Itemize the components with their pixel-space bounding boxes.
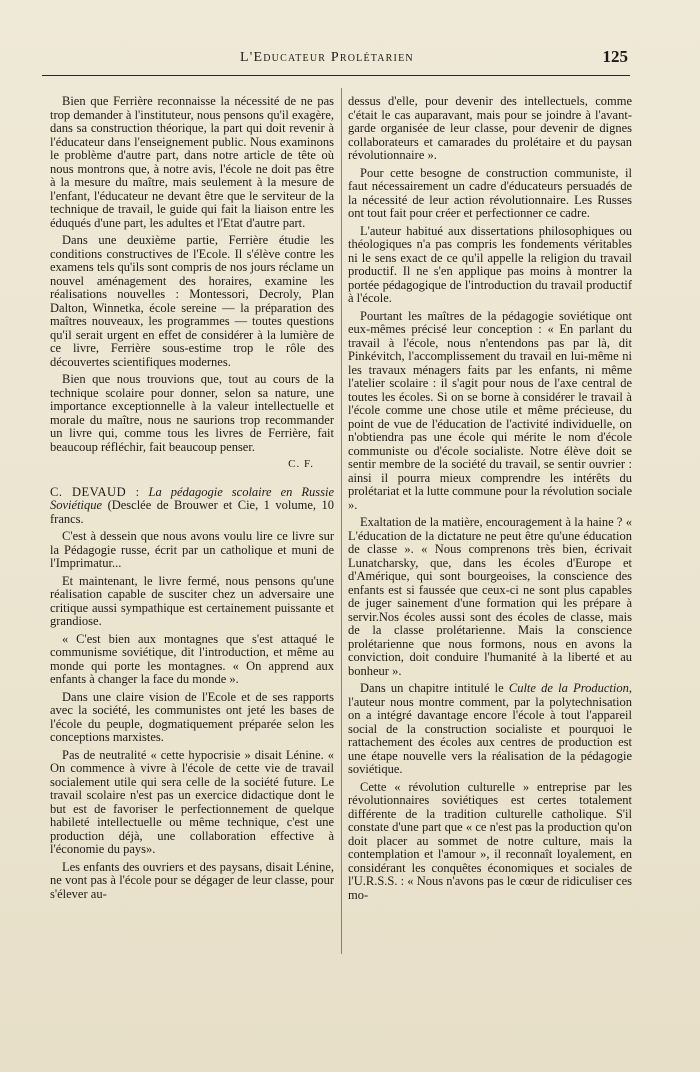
column-divider <box>341 88 342 954</box>
paragraph: Pourtant les maîtres de la pédagogie soviétique ont eux-mêmes précisé leur conception : « En parlant du travail à l'école, nous n'entendons pas par là, dit Pinkévitch, l'accomplissement du travail en lui-même ni les travaux ménagers faits par les enfants, ni même l'atelier scolaire : il s'agit pour nous de l'axe central de toutes les écoles. Si on se borne à considérer le travail à l'école comme une chose utile et même précieuse, du point de vue de l'éducation de l'activité individuelle, on n'obtiendra pas une école qui mérite le nom d'école communiste ou d'école socialiste. Notre élève doit se sentir membre de la société du travail, se sentir ouvrier : ainsi il pourra mieux comprendre les intérêts du prolétariat et la lutte commune pour la révolution sociale ». <box>348 308 632 512</box>
paragraph <box>348 682 632 777</box>
paragraph: Les enfants des ouvriers et des paysans, disait Lénine, ne vont pas à l'école pour se dégager de leur classe, pour s'élever au- <box>50 859 334 901</box>
paragraph: Et maintenant, le livre fermé, nous pensons qu'une réalisation capable de susciter chez un adversaire une critique aussi sympathique est certainement puissante et grandiose. <box>50 573 334 628</box>
paragraph: « C'est bien aux montagnes que s'est attaqué le communisme soviétique, dit l'introduction, et même au monde qui porte les montagnes. « On apprend aux enfants à changer la face du monde ». <box>50 631 334 686</box>
paragraph-text: Dans un chapitre intitulé le <box>360 681 509 695</box>
page-number: 125 <box>602 47 628 66</box>
paragraph: Exaltation de la matière, encouragement à la haine ? « L'éducation de la dictature ne peut être qu'une éducation de classe ». « Nous comprenons très bien, écrivait Lunatcharsky, que, dans les écoles d'Europe et d'Amérique, qui sont bourgeoises, la conscience des enfants est si faussée que ceux-ci ne sont plus capables de juger sainement d'une formation qui les prépare à servir.Nos écoles aussi sont des écoles de classe, mais de la classe prolétarienne. Mais la conscience prolétarienne que nous formons, nous en avons la conviction, doit conduire l'humanité à la liberté et au bonheur ». <box>348 515 632 678</box>
paragraph: Cette « révolution culturelle » entreprise par les révolutionnaires soviétiques est certes totalement différente de la tradition culturelle catholique. S'il constate d'une part que « ce n'est pas la production qu'on doit placer au sommet de notre culture, mais la contemplation et l'amour », il reconnaît loyalement, en considérant les conquêtes économiques et sociales de l'U.R.S.S. : « Nous n'avons pas le cœur de ridiculiser ces mo- <box>348 779 632 902</box>
paragraph: Bien que nous trouvions que, tout au cours de la technique scolaire pour donner, selon sa nature, une importance exceptionnelle à la valeur intellectuelle et morale du maître, nous ne saurions trop recommander un livre qui, comme tous les livres de Ferrière, fait beaucoup réfléchir, fait beaucoup penser. <box>50 372 334 454</box>
paragraph: Bien que Ferrière reconnaisse la nécessité de ne pas trop demander à l'instituteur, nous pensons qu'il exagère, dans sa construction théorique, la part qui doit revenir à l'éducateur dans l'enseignement public. Nous examinons le problème d'autre part, dans notre article de tête où nous montrons que, à notre avis, l'école ne doit pas être à la mesure du maître, mais seulement à la mesure de l'enfant, l'éducateur ne devant être que le serviteur de la technique de travail, le guide qui fait la liaison entre les éduqués d'une part, les adultes et l'Etat d'autre part. <box>50 94 334 230</box>
review-author: C. DEVAUD : <box>50 484 140 499</box>
paragraph: C'est à dessein que nous avons voulu lire ce livre sur la Pédagogie russe, écrit par un catholique et muni de l'Imprimatur... <box>50 529 334 570</box>
chapter-title: Culte de la Production <box>508 681 629 695</box>
book-review-heading <box>50 486 334 527</box>
review-publication-details: (Desclée de Brouwer et Cie, 1 volume, 10 francs. <box>50 498 334 526</box>
paragraph: Pas de neutralité « cette hypocrisie » disait Lénine. « On commence à vivre à l'école de cette vie de travail socialement utile qui sera celle de la société future. Le travail scolaire n'est pas un exercice didactique dont le but est de favoriser le perfectionnement de quelque habileté intellectuelle ou même technique, c'est une production déjà, une collaboration effective à l'économie du pays». <box>50 747 334 856</box>
signature: C. F. <box>288 458 314 470</box>
paragraph-text: , l'auteur nous montre comment, par la polytechnisation on a intégré davantage encore l'école à tout l'appareil social de la construction socialiste et pourquoi le rattachement des écoles aux centres de production est une étape nouvelle vers la réalisation de la pédagogie soviétique. <box>348 681 632 776</box>
paragraph: Pour cette besogne de construction communiste, il faut nécessairement un cadre d'éducateurs persuadés de la nécessité de leur action révolutionnaire. Les Russes ont tout fait pour créer et perfectionner ce cadre. <box>348 165 632 220</box>
paragraph: L'auteur habitué aux dissertations philosophiques ou théologiques n'a pas compris les fondements véritables ni le sens exact de ce qu'il appelle la religion du travail productif. Il ne s'en applique pas moins à montrer la portée pédagogique de l'introduction du travail productif à l'école. <box>348 223 632 305</box>
review-book-title: La pédagogie scolaire en Russie Soviétique <box>50 484 334 512</box>
running-title: L'Educateur Prolétarien <box>240 50 414 65</box>
paragraph: dessus d'elle, pour devenir des intellectuels, comme c'était le cas auparavant, mais pour se joindre à l'avant-garde organisée de leur classe, pour devenir de dignes collaborateurs et camarades du prolétaire et du paysan révolutionnaire ». <box>348 94 632 162</box>
right-column <box>348 95 632 906</box>
page-header <box>240 47 628 70</box>
header-rule <box>42 75 630 76</box>
paragraph: Dans une claire vision de l'Ecole et de ses rapports avec la société, les communistes ont jeté les bases de l'école du peuple, dogmatiquement préparée selon les conceptions marxistes. <box>50 689 334 744</box>
left-column <box>50 95 334 905</box>
paragraph: Dans une deuxième partie, Ferrière étudie les conditions constructives de l'Ecole. Il s'élève contre les examens tels qu'ils sont compris de nos jours réclame un nouvel aménagement des horaires, examine les réalisations nouvelles : Montessori, Decroly, Plan Dalton, Winnetka, école sereine — la préparation des maîtres nouveaux, les programmes — toutes questions qu'il serait urgent en effet de considérer à la lumière de ce livre, Ferrière sous-estime trop le rôle des découvertes scientifiques modernes. <box>50 233 334 369</box>
